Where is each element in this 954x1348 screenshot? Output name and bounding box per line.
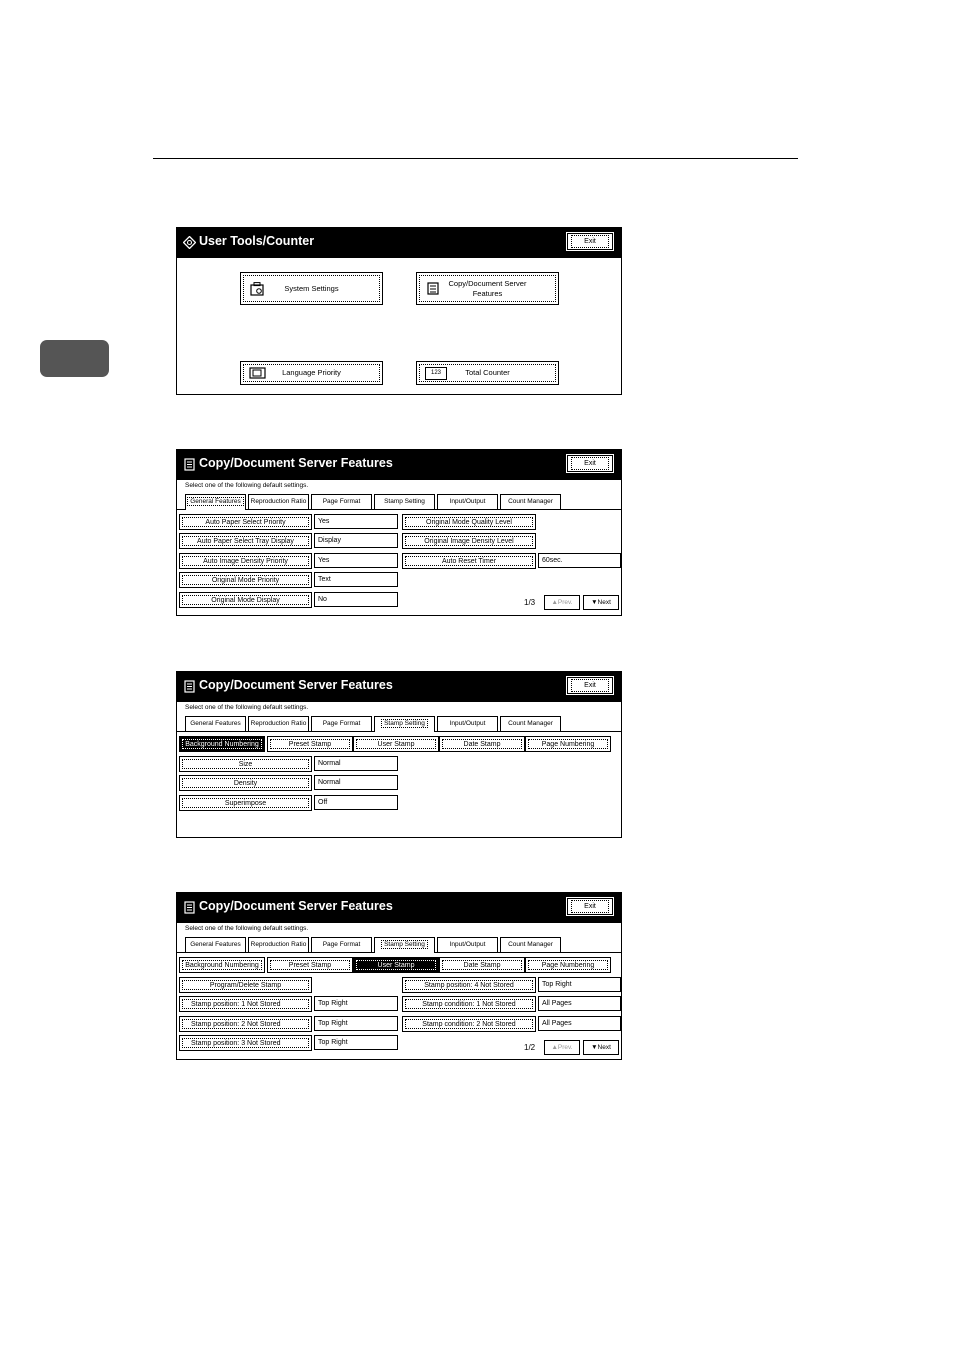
tab-input-output[interactable]: Input/Output [437, 716, 498, 731]
tab-reproduction-ratio[interactable]: Reproduction Ratio [248, 716, 309, 731]
copy-features-icon [183, 680, 196, 693]
instruction-text: Select one of the following default settings. [185, 704, 309, 711]
prev-button[interactable]: ▲Prev. [544, 595, 580, 610]
exit-button[interactable]: Exit [567, 677, 613, 694]
original-mode-display-value: No [314, 592, 398, 607]
title-bar [177, 450, 621, 480]
system-settings-button[interactable]: System Settings [240, 272, 383, 305]
tab-page-format[interactable]: Page Format [311, 716, 372, 731]
screen-title: Copy/Document Server Features [199, 456, 393, 470]
tab-count-manager[interactable]: Count Manager [500, 494, 561, 509]
title-bar [177, 228, 621, 258]
original-mode-priority-button[interactable]: Original Mode Priority [179, 572, 312, 588]
copy-document-server-features-button[interactable] [416, 272, 559, 305]
language-priority-button[interactable]: Language Priority [240, 361, 383, 385]
stamp-position-4-value: Top Right [538, 977, 621, 992]
tab-stamp-setting[interactable]: Stamp Setting [374, 494, 435, 509]
tab-count-manager[interactable]: Count Manager [500, 937, 561, 952]
subtab-user-stamp[interactable]: User Stamp [353, 957, 439, 973]
subtab-background-numbering[interactable]: Background Numbering [179, 736, 265, 752]
density-button[interactable]: Density [179, 775, 312, 791]
stamp-position-2-button[interactable]: Stamp position: 2 Not Stored [179, 1016, 312, 1032]
original-mode-priority-value: Text [314, 572, 398, 587]
tab-general-features[interactable]: General Features [185, 494, 246, 510]
density-value: Normal [314, 775, 398, 790]
auto-paper-select-tray-display-value: Display [314, 533, 398, 548]
exit-button[interactable]: Exit [567, 455, 613, 472]
title-bar [177, 893, 621, 923]
auto-image-density-priority-value: Yes [314, 553, 398, 568]
stamp-condition-2-value: All Pages [538, 1016, 621, 1031]
tab-stamp-setting[interactable]: Stamp Setting [374, 716, 435, 732]
stamp-condition-1-value: All Pages [538, 996, 621, 1011]
size-button[interactable]: Size [179, 756, 312, 772]
chapter-tab [40, 340, 109, 377]
tab-general-features[interactable]: General Features [185, 937, 246, 952]
stamp-condition-2-button[interactable]: Stamp condition: 2 Not Stored [402, 1016, 536, 1032]
copy-features-label-line2: Features [472, 288, 503, 298]
program-delete-stamp-button[interactable]: Program/Delete Stamp [179, 977, 312, 993]
screen-title: Copy/Document Server Features [199, 678, 393, 692]
superimpose-value: Off [314, 795, 398, 810]
background-numbering-screen [176, 671, 622, 838]
tab-page-format[interactable]: Page Format [311, 494, 372, 509]
stamp-position-3-value: Top Right [314, 1035, 398, 1050]
auto-reset-timer-button[interactable]: Auto Reset Timer [402, 553, 536, 569]
stamp-position-1-button[interactable]: Stamp position: 1 Not Stored [179, 996, 312, 1012]
subtab-preset-stamp[interactable]: Preset Stamp [267, 736, 353, 752]
title-bar [177, 672, 621, 702]
auto-image-density-priority-button[interactable]: Auto Image Density Priority [179, 553, 312, 569]
stamp-position-1-value: Top Right [314, 996, 398, 1011]
subtab-date-stamp[interactable]: Date Stamp [439, 736, 525, 752]
tab-page-format[interactable]: Page Format [311, 937, 372, 952]
exit-button[interactable]: Exit [567, 898, 613, 915]
size-value: Normal [314, 756, 398, 771]
stamp-position-2-value: Top Right [314, 1016, 398, 1031]
tab-count-manager[interactable]: Count Manager [500, 716, 561, 731]
subtab-date-stamp[interactable]: Date Stamp [439, 957, 525, 973]
exit-button[interactable]: Exit [567, 233, 613, 250]
screen-title: User Tools/Counter [199, 234, 315, 248]
original-image-density-level-button[interactable]: Original Image Density Level [402, 533, 536, 549]
copy-features-icon [183, 458, 196, 471]
subtab-page-numbering[interactable]: Page Numbering [525, 736, 611, 752]
auto-paper-select-priority-button[interactable]: Auto Paper Select Priority [179, 514, 312, 530]
stamp-position-3-button[interactable]: Stamp position: 3 Not Stored [179, 1035, 312, 1051]
auto-paper-select-priority-value: Yes [314, 514, 398, 529]
auto-reset-timer-value: 60sec. [538, 553, 621, 568]
page-indicator: 1/3 [524, 598, 536, 607]
tab-input-output[interactable]: Input/Output [437, 937, 498, 952]
screen-title: Copy/Document Server Features [199, 899, 393, 913]
copy-features-label-line1: Copy/Document Server [448, 278, 527, 288]
page-indicator: 1/2 [524, 1043, 536, 1052]
tab-general-features[interactable]: General Features [185, 716, 246, 731]
user-stamp-screen [176, 892, 622, 1060]
original-mode-quality-level-button[interactable]: Original Mode Quality Level [402, 514, 536, 530]
tab-input-output[interactable]: Input/Output [437, 494, 498, 509]
header-rule [153, 158, 798, 159]
subtab-background-numbering[interactable]: Background Numbering [179, 957, 265, 973]
stamp-position-4-button[interactable]: Stamp position: 4 Not Stored [402, 977, 536, 993]
total-counter-button[interactable]: 123 Total Counter [416, 361, 559, 385]
next-button[interactable]: ▼Next [583, 595, 619, 610]
general-features-screen [176, 449, 622, 616]
superimpose-button[interactable]: Superimpose [179, 795, 312, 811]
copy-features-icon [183, 901, 196, 914]
subtab-page-numbering[interactable]: Page Numbering [525, 957, 611, 973]
tab-stamp-setting[interactable]: Stamp Setting [374, 937, 435, 953]
user-tools-screen [176, 227, 622, 395]
instruction-text: Select one of the following default settings. [185, 482, 309, 489]
stamp-condition-1-button[interactable]: Stamp condition: 1 Not Stored [402, 996, 536, 1012]
tab-reproduction-ratio[interactable]: Reproduction Ratio [248, 937, 309, 952]
next-button[interactable]: ▼Next [583, 1040, 619, 1055]
tab-reproduction-ratio[interactable]: Reproduction Ratio [248, 494, 309, 509]
subtab-user-stamp[interactable]: User Stamp [353, 736, 439, 752]
instruction-text: Select one of the following default settings. [185, 925, 309, 932]
prev-button[interactable]: ▲Prev. [544, 1040, 580, 1055]
original-mode-display-button[interactable]: Original Mode Display [179, 592, 312, 608]
subtab-preset-stamp[interactable]: Preset Stamp [267, 957, 353, 973]
user-tools-icon [183, 236, 196, 249]
counter-icon: 123 [425, 367, 447, 380]
auto-paper-select-tray-display-button[interactable]: Auto Paper Select Tray Display [179, 533, 312, 549]
